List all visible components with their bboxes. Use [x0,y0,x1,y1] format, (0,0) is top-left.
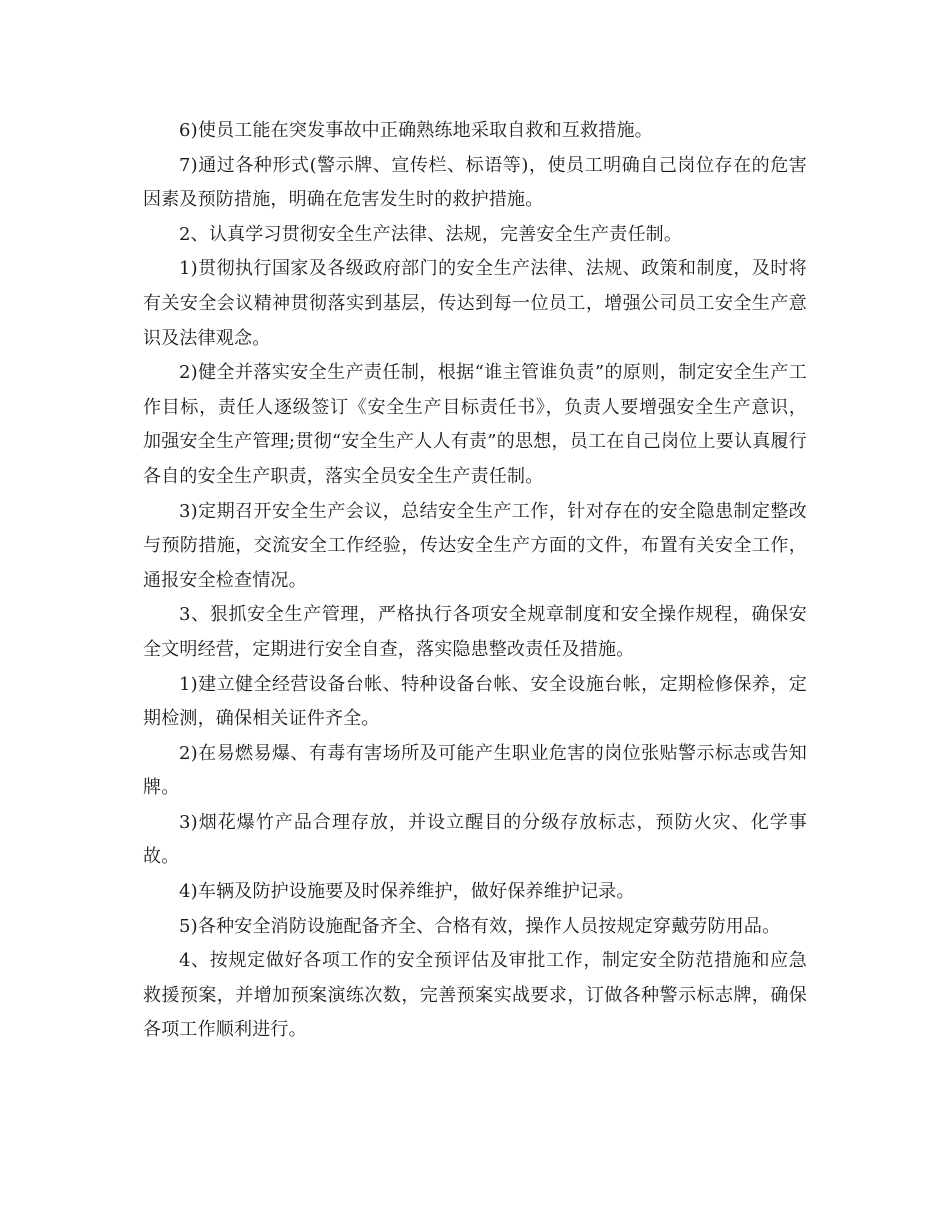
paragraph-item-3-3: 3)烟花爆竹产品合理存放，并设立醒目的分级存放标志，预防火灾、化学事故。 [143,811,807,868]
paragraph-item-3-1: 1)建立健全经营设备台帐、特种设备台帐、安全设施台帐，定期检修保养，定期检测，确保相关证件齐全。 [143,673,807,730]
section-heading-3: 3、狠抓安全生产管理，严格执行各项安全规章制度和安全操作规程，确保安全文明经营，定期进行安全自查，落实隐患整改责任及措施。 [143,604,807,660]
paragraph-item-3-2: 2)在易燃易爆、有毒有害场所及可能产生职业危害的岗位张贴警示标志或告知牌。 [143,742,807,799]
paragraph-item-3-5: 5)各种安全消防设施配备齐全、合格有效，操作人员按规定穿戴劳防用品。 [179,915,781,937]
document-body [143,114,807,1048]
section-heading-4: 4、按规定做好各项工作的安全预评估及审批工作，制定安全防范措施和应急救援预案，并增加预案演练次数，完善预案实战要求，订做各种警示标志牌，确保各项工作顺利进行。 [143,950,807,1041]
paragraph-item-7: 7)通过各种形式(警示牌、宣传栏、标语等)，使员工明确自己岗位存在的危害因素及预防措施，明确在危害发生时的救护措施。 [143,154,807,211]
paragraph-item-6: 6)使员工能在突发事故中正确熟练地采取自救和互救措施。 [179,120,653,141]
paragraph-item-2-1: 1)贯彻执行国家及各级政府部门的安全生产法律、法规、政策和制度，及时将有关安全会议精神贯彻落实到基层，传达到每一位员工，增强公司员工安全生产意识及法律观念。 [143,258,807,349]
paragraph-item-2-2: 2)健全并落实安全生产责任制，根据“谁主管谁负责”的原则，制定安全生产工作目标，责任人逐级签订《安全生产目标责任书》，负责人要增强安全生产意识，加强安全生产管理;贯彻“安全生产人人有责”的思想，员工在自己岗位上要认真履行各自的安全生产职责，落实全员安全生产责任制。 [143,362,807,487]
paragraph-item-2-3: 3)定期召开安全生产会议，总结安全生产工作，针对存在的安全隐患制定整改与预防措施，交流安全工作经验，传达安全生产方面的文件，布置有关安全工作，通报安全检查情况。 [143,500,807,591]
paragraph-item-3-4: 4)车辆及防护设施要及时保养维护，做好保养维护记录。 [179,881,635,903]
section-heading-2: 2、认真学习贯彻安全生产法律、法规，完善安全生产责任制。 [179,223,683,245]
